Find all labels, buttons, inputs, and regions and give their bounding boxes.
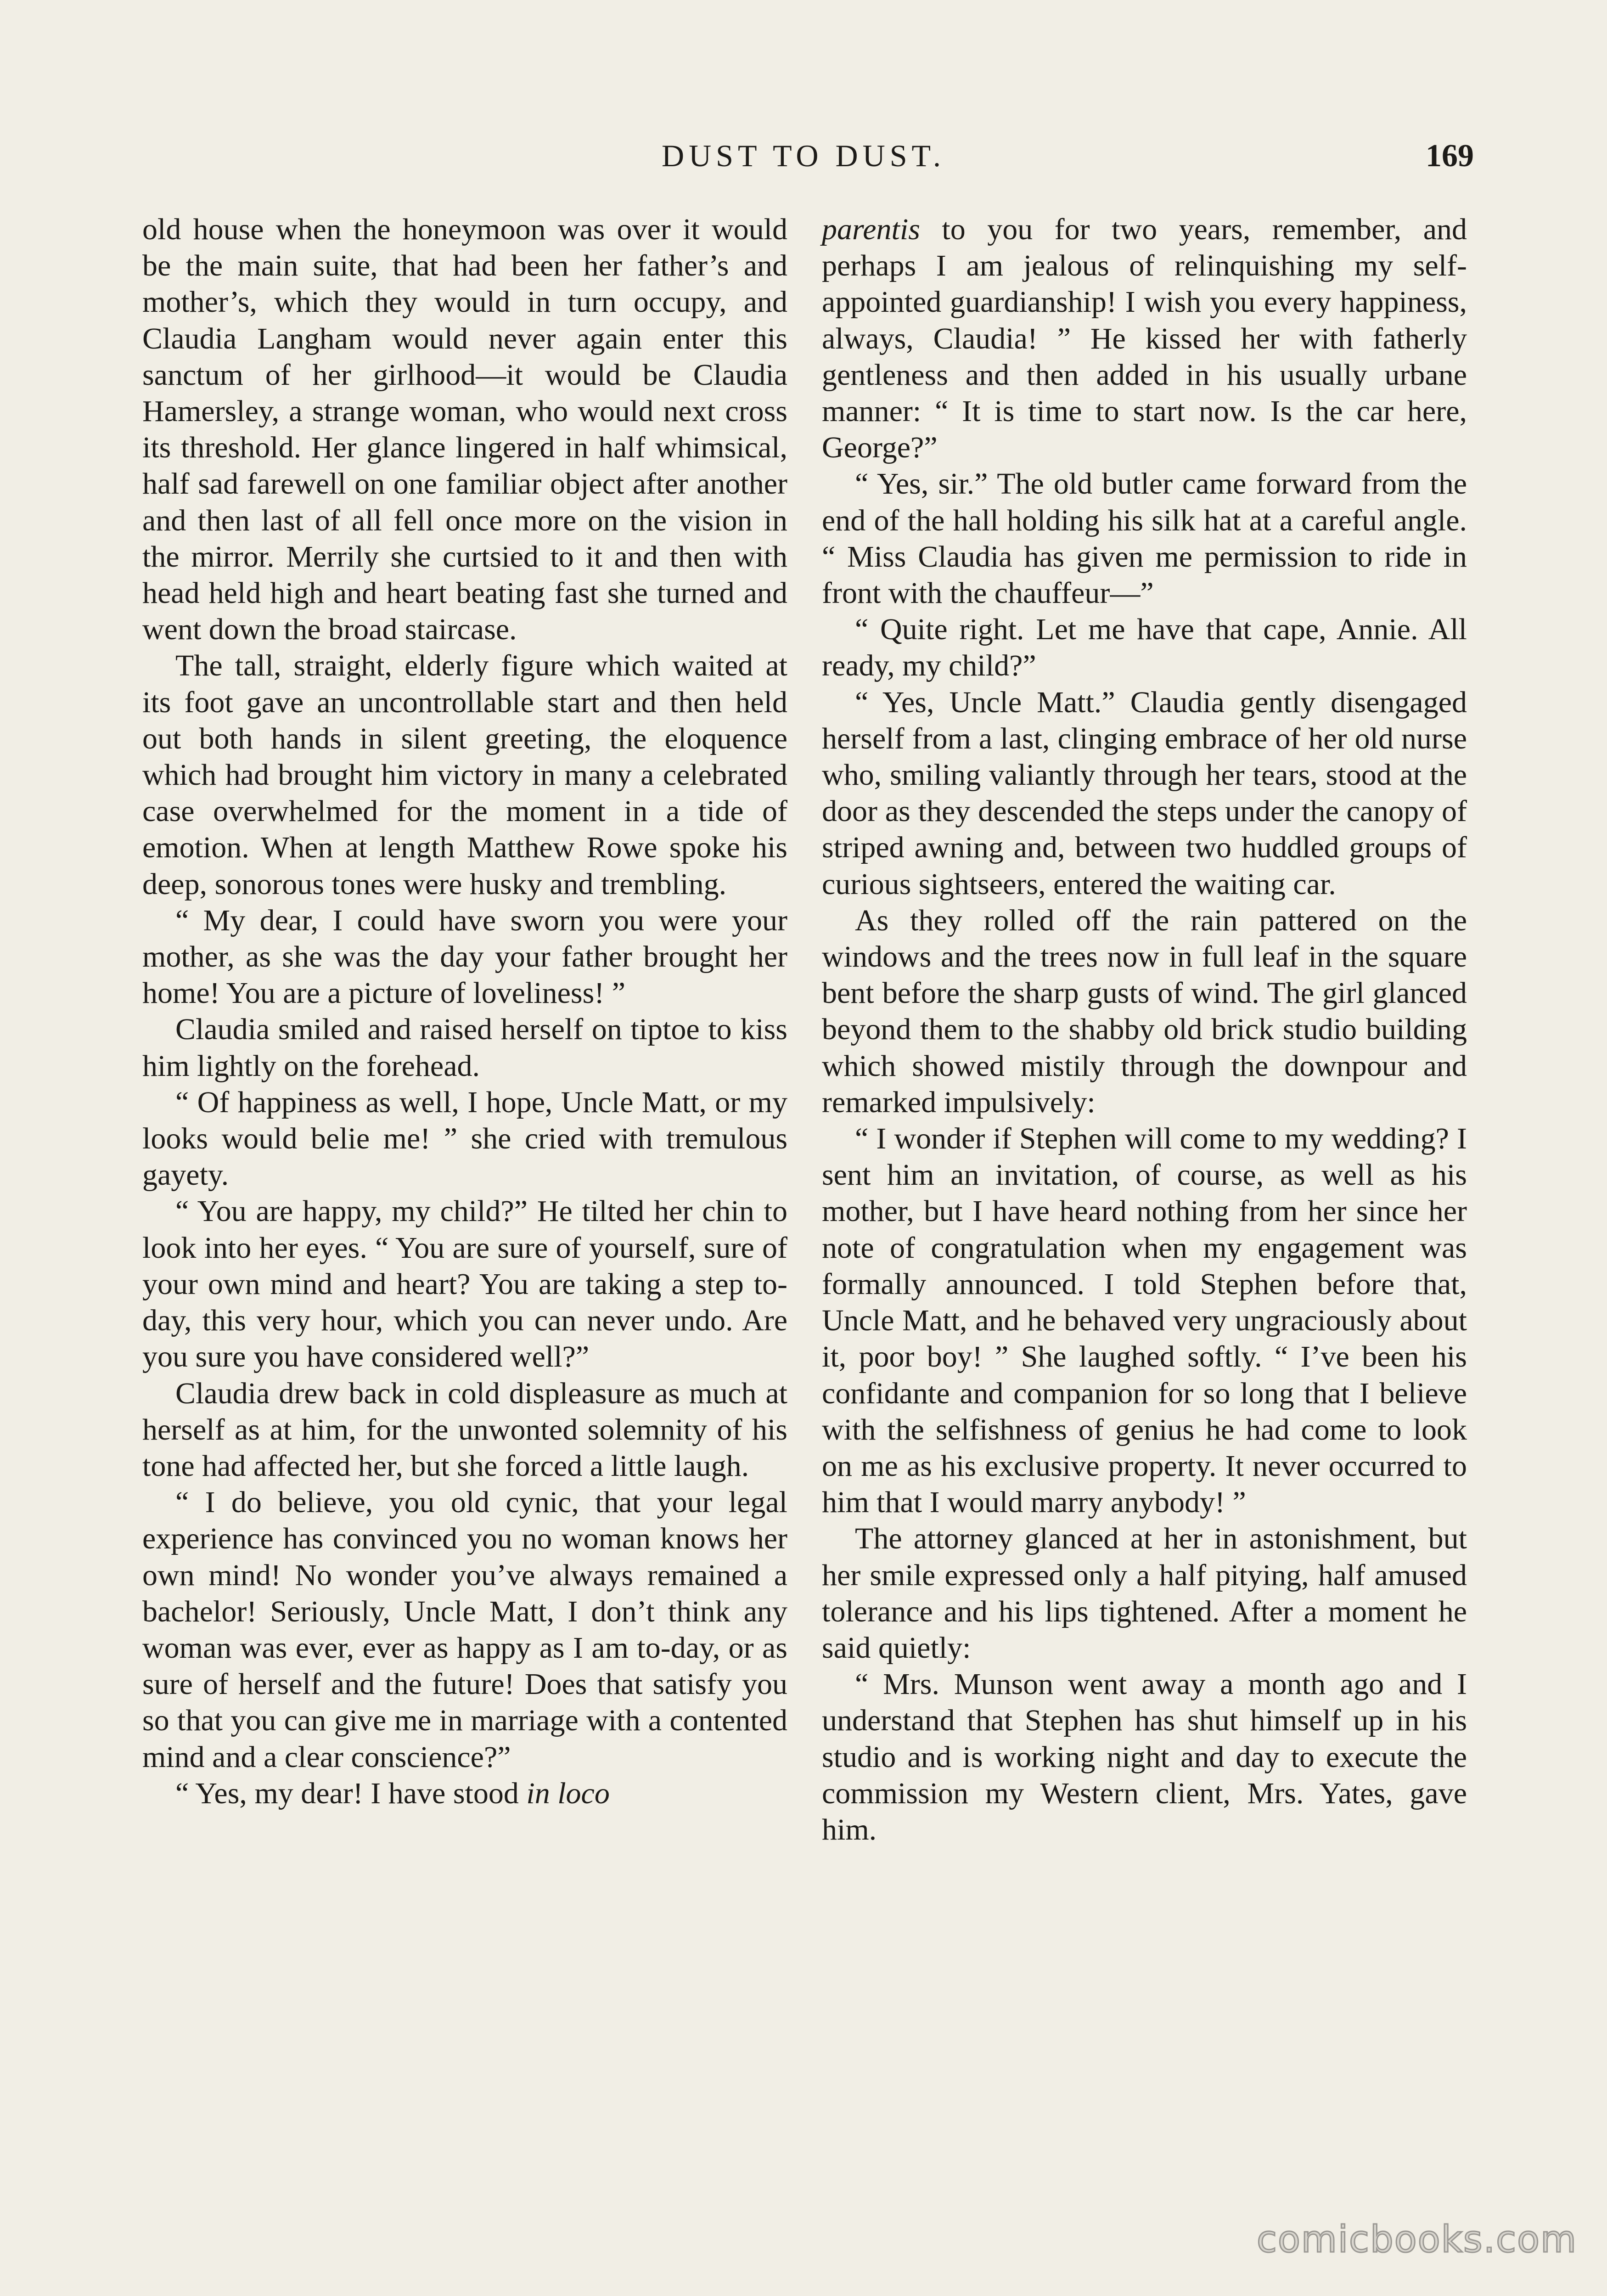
paragraph: Claudia smiled and raised herself on tiptoe to kiss him lightly on the forehead. (142, 1013, 787, 1083)
paragraph (822, 211, 1467, 466)
italic-phrase: parentis (822, 213, 920, 246)
right-column (822, 211, 1467, 1848)
paragraph: “ I do believe, you old cynic, that your legal experience has convinced you no woman knows her own mind! No wonder you’ve always remained a bachelor! Seriously, Uncle Matt, I don’t think any woman was ever, ever as happy as I am to-day, or as sure of herself and the future! Does that satisfy you so that you can give me in marriage with a contented mind and a clear conscience?” (142, 1486, 787, 1774)
paragraph: “ My dear, I could have sworn you were your mother, as she was the day your father brought her home! You are a picture of loveliness! ” (142, 903, 787, 1010)
paragraph: “ Yes, Uncle Matt.” Claudia gently disengaged herself from a last, clinging embrace of her old nurse who, smiling valiantly through her tears, stood at the door as they descended the steps under the canopy of striped awning and, between two huddled groups of curious sightseers, entered the waiting car. (822, 685, 1467, 901)
page-number: 169 (1426, 138, 1474, 174)
paragraph: The attorney glanced at her in astonishment, but her smile expressed only a half pitying, half amused tolerance and his lips tightened. After a moment he said quietly: (822, 1522, 1467, 1665)
paragraph: “ You are happy, my child?” He tilted her chin to look into her eyes. “ You are sure of yourself, sure of your own mind and heart? You are taking a step to-day, this very hour, which you can never undo. Are you sure you have considered well?” (142, 1194, 787, 1374)
site-watermark: comicbooks.com (1256, 2218, 1577, 2261)
paragraph: “ Mrs. Munson went away a month ago and I understand that Stephen has shut himself up in his studio and is working night and day to execute the commission my Western client, Mrs. Yates, gave him. (822, 1667, 1467, 1846)
paragraph: As they rolled off the rain pattered on the windows and the trees now in full leaf in the square bent before the sharp gusts of wind. The girl glanced beyond them to the shabby old brick studio building which showed mistily through the downpour and remarked impulsively: (822, 903, 1467, 1119)
italic-phrase: in loco (526, 1776, 610, 1810)
paragraph: Claudia drew back in cold displeasure as much at herself as at him, for the unwonted solemnity of his tone had affected her, but she forced a little laugh. (142, 1376, 787, 1483)
running-title: DUST TO DUST. (661, 138, 946, 173)
paragraph: “ Yes, sir.” The old butler came forward from the end of the hall holding his silk hat at a careful angle. “ Miss Claudia has given me permission to ride in front with the chauffeur—” (822, 467, 1467, 610)
paragraph: “ Quite right. Let me have that cape, Annie. All ready, my child?” (822, 613, 1467, 683)
paragraph-text: to you for two years, remember, and perhaps I am jealous of relinquishing my self-appointed guardianship! I wish you every happiness, always, Claudia! ” He kissed her with fatherly gentleness and then added in his usually urbane manner: “ It is time to start now. Is the car here, George?” (822, 213, 1467, 465)
paragraph (142, 1775, 787, 1812)
paragraph: “ I wonder if Stephen will come to my wedding? I sent him an invitation, of course, as well as his mother, but I have heard nothing from her since her note of congratulation when my engagement was formally announced. I told Stephen before that, Uncle Matt, and he behaved very ungraciously about it, poor boy! ” She laughed softly. “ I’ve been his confidante and companion for so long that I believe with the selfishness of genius he had come to look on me as his exclusive property. It never occurred to him that I would marry anybody! ” (822, 1122, 1467, 1519)
left-column (142, 211, 787, 1812)
paragraph-text: “ Yes, my dear! I have stood (175, 1776, 527, 1810)
paragraph: old house when the honeymoon was over it would be the main suite, that had been her father’s and mother’s, which they would in turn occupy, and Claudia Langham would never again enter this sanctum of her girlhood—it would be Claudia Hamersley, a strange woman, who would next cross its threshold. Her glance lingered in half whimsical, half sad farewell on one familiar object after another and then last of all fell once more on the vision in the mirror. Merrily she curtsied to it and then with head held high and heart beating fast she turned and went down the broad staircase. (142, 213, 787, 647)
paragraph: The tall, straight, elderly figure which waited at its foot gave an uncontrollable start and then held out both hands in silent greeting, the eloquence which had brought him victory in many a celebrated case overwhelmed for the moment in a tide of emotion. When at length Matthew Rowe spoke his deep, sonorous tones were husky and trembling. (142, 649, 787, 901)
paragraph: “ Of happiness as well, I hope, Uncle Matt, or my looks would belie me! ” she cried with tremulous gayety. (142, 1085, 787, 1192)
